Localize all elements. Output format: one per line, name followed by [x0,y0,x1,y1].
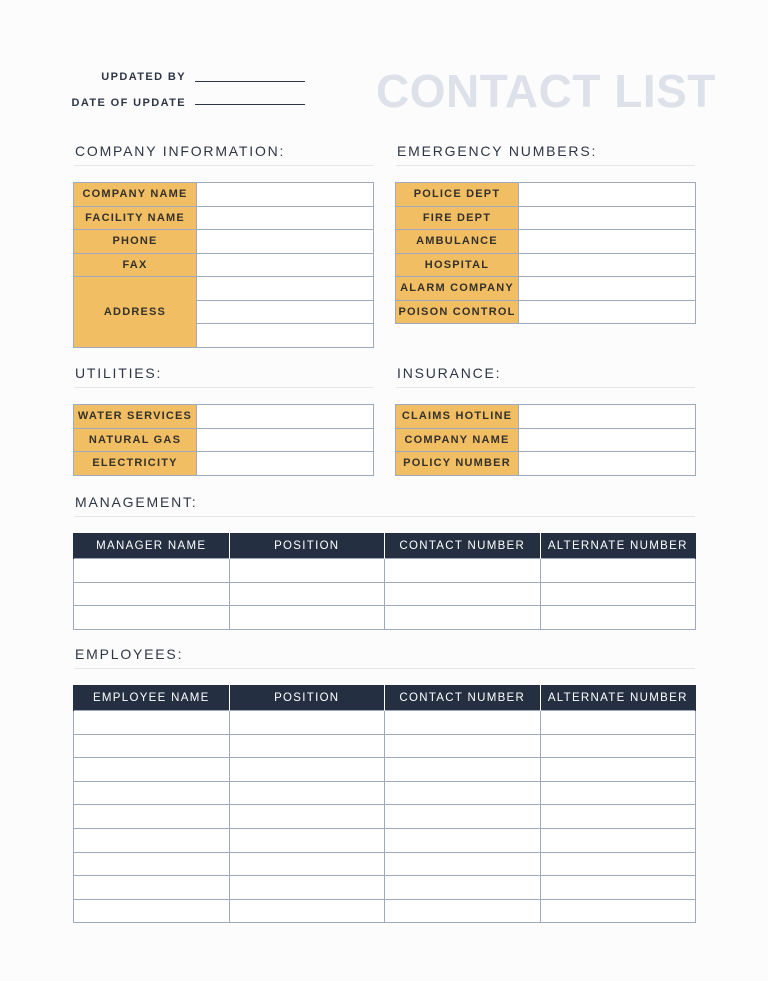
table-cell[interactable] [385,781,541,805]
address-line-2-field[interactable] [197,300,374,324]
address-line-3-field[interactable] [197,324,374,348]
table-cell[interactable] [540,876,696,900]
phone-label: PHONE [74,230,197,254]
table-cell[interactable] [385,805,541,829]
water-services-label: WATER SERVICES [74,405,197,429]
insurance-table [395,404,696,476]
contact-number-column-header: CONTACT NUMBER [385,533,541,559]
employees-divider [74,668,695,669]
table-cell[interactable] [74,899,230,923]
emergency-table [395,182,696,324]
table-cell[interactable] [385,899,541,923]
table-cell[interactable] [385,876,541,900]
management-table [73,533,696,630]
table-cell[interactable] [74,781,230,805]
natural-gas-field[interactable] [197,428,374,452]
policy-number-label: POLICY NUMBER [396,452,519,476]
hospital-label: HOSPITAL [396,253,519,277]
position-column-header: POSITION [229,533,385,559]
table-cell[interactable] [229,734,385,758]
emergency-divider [396,165,695,166]
table-cell[interactable] [540,734,696,758]
table-cell[interactable] [229,899,385,923]
alternate-number-column-header: ALTERNATE NUMBER [540,685,696,711]
electricity-label: ELECTRICITY [74,452,197,476]
table-row [74,758,696,782]
table-cell[interactable] [74,559,230,583]
table-row [74,711,696,735]
table-cell[interactable] [385,606,541,630]
natural-gas-label: NATURAL GAS [74,428,197,452]
fax-field[interactable] [197,253,374,277]
table-cell[interactable] [74,734,230,758]
facility-name-label: FACILITY NAME [74,206,197,230]
updated-by-label: UPDATED BY [101,71,186,83]
updated-by-field[interactable] [195,81,305,82]
alternate-number-column-header: ALTERNATE NUMBER [540,533,696,559]
table-cell[interactable] [540,758,696,782]
table-cell[interactable] [385,828,541,852]
table-cell[interactable] [540,781,696,805]
table-cell[interactable] [540,711,696,735]
company-name-field[interactable] [197,183,374,207]
employees-section-heading: EMPLOYEES: [75,646,184,662]
insurance-company-name-field[interactable] [519,428,696,452]
employee-name-column-header: EMPLOYEE NAME [74,685,230,711]
fax-label: FAX [74,253,197,277]
table-row [74,781,696,805]
alarm-company-field[interactable] [519,277,696,301]
utilities-section-heading: UTILITIES: [75,365,163,381]
table-cell[interactable] [229,805,385,829]
table-cell[interactable] [385,852,541,876]
electricity-field[interactable] [197,452,374,476]
management-divider [74,516,695,517]
table-cell[interactable] [74,805,230,829]
hospital-field[interactable] [519,253,696,277]
policy-number-field[interactable] [519,452,696,476]
insurance-company-name-label: COMPANY NAME [396,428,519,452]
employees-table [73,685,696,923]
table-cell[interactable] [229,711,385,735]
facility-name-field[interactable] [197,206,374,230]
table-cell[interactable] [74,606,230,630]
table-cell[interactable] [229,559,385,583]
fire-dept-label: FIRE DEPT [396,206,519,230]
table-cell[interactable] [229,582,385,606]
management-section-heading: MANAGEMENT: [75,494,198,510]
company-name-label: COMPANY NAME [74,183,197,207]
company-table [73,182,374,348]
table-row [74,876,696,900]
table-cell[interactable] [540,559,696,583]
contact-number-column-header: CONTACT NUMBER [385,685,541,711]
claims-hotline-label: CLAIMS HOTLINE [396,405,519,429]
address-line-1-field[interactable] [197,277,374,301]
date-of-update-field[interactable] [195,104,305,105]
table-cell[interactable] [229,606,385,630]
page-title: CONTACT LIST [376,65,716,117]
date-of-update-label: DATE OF UPDATE [71,97,186,109]
table-cell[interactable] [540,606,696,630]
table-cell[interactable] [540,805,696,829]
table-cell[interactable] [74,852,230,876]
table-cell[interactable] [74,711,230,735]
address-label: ADDRESS [74,277,197,348]
fire-dept-field[interactable] [519,206,696,230]
company-divider [74,165,373,166]
table-cell[interactable] [229,852,385,876]
table-cell[interactable] [385,758,541,782]
table-row [74,606,696,630]
utilities-divider [74,387,373,388]
table-cell[interactable] [540,852,696,876]
company-section-heading: COMPANY INFORMATION: [75,143,286,159]
table-row [74,805,696,829]
table-row [74,559,696,583]
table-cell[interactable] [74,758,230,782]
table-cell[interactable] [385,582,541,606]
table-cell[interactable] [229,781,385,805]
manager-name-column-header: MANAGER NAME [74,533,230,559]
table-row [74,582,696,606]
table-row [74,734,696,758]
table-cell[interactable] [74,828,230,852]
police-dept-field[interactable] [519,183,696,207]
position-column-header: POSITION [229,685,385,711]
poison-control-field[interactable] [519,300,696,324]
table-row [74,899,696,923]
table-cell[interactable] [385,559,541,583]
table-cell[interactable] [540,828,696,852]
table-cell[interactable] [540,582,696,606]
table-cell[interactable] [229,828,385,852]
claims-hotline-field[interactable] [519,405,696,429]
poison-control-label: POISON CONTROL [396,300,519,324]
ambulance-label: AMBULANCE [396,230,519,254]
table-row [74,852,696,876]
table-cell[interactable] [385,711,541,735]
table-cell[interactable] [74,582,230,606]
table-cell[interactable] [229,758,385,782]
police-dept-label: POLICE DEPT [396,183,519,207]
insurance-section-heading: INSURANCE: [397,365,502,381]
table-cell[interactable] [74,876,230,900]
insurance-divider [396,387,695,388]
phone-field[interactable] [197,230,374,254]
table-cell[interactable] [229,876,385,900]
ambulance-field[interactable] [519,230,696,254]
emergency-section-heading: EMERGENCY NUMBERS: [397,143,598,159]
water-services-field[interactable] [197,405,374,429]
table-cell[interactable] [385,734,541,758]
table-row [74,828,696,852]
table-cell[interactable] [540,899,696,923]
utilities-table [73,404,374,476]
alarm-company-label: ALARM COMPANY [396,277,519,301]
